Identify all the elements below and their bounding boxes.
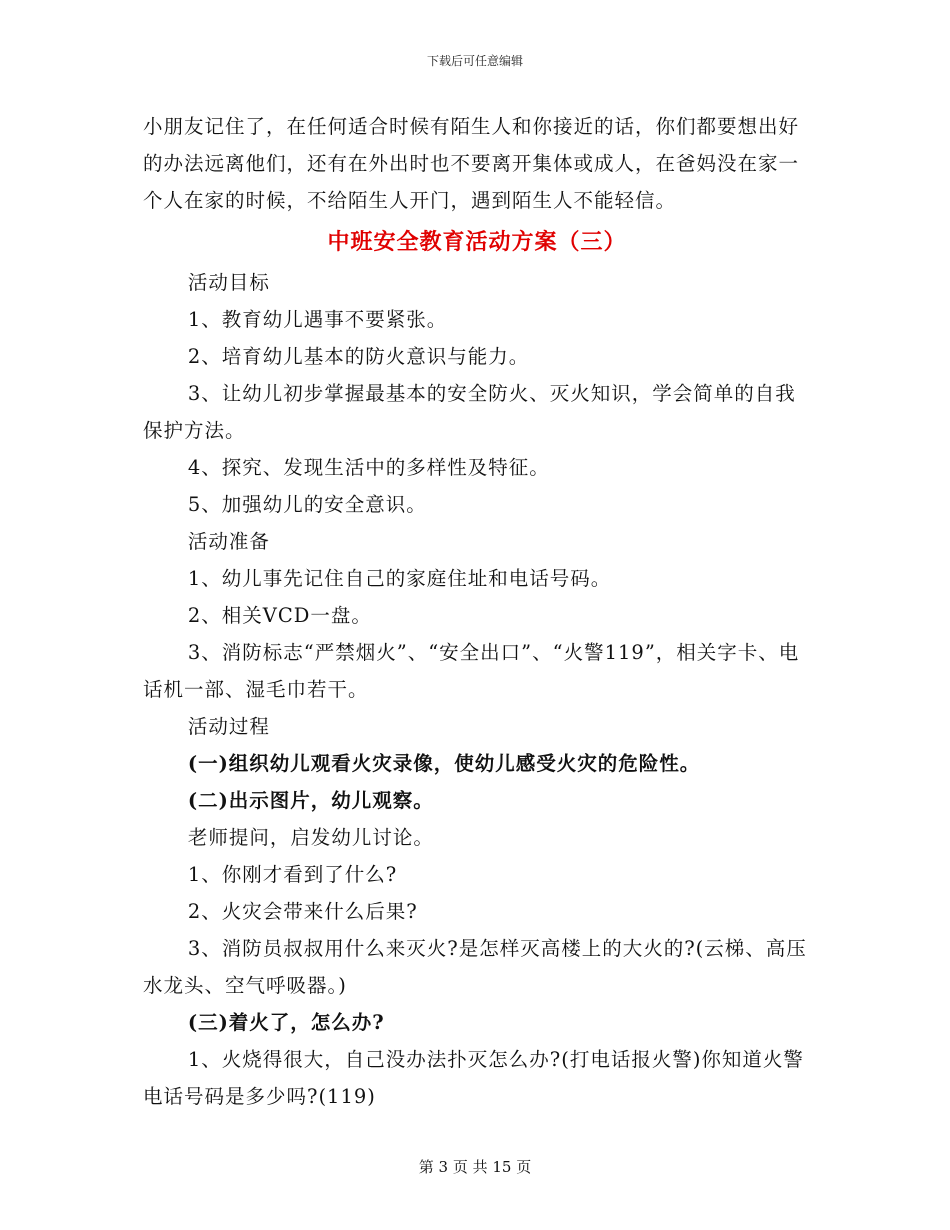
prep-item: 1、幼儿事先记住自己的家庭住址和电话号码。	[187, 567, 612, 590]
section-title: 中班安全教育活动方案（三）	[327, 229, 627, 255]
prep-item: 2、相关VCD一盘。	[187, 604, 372, 627]
prep-heading: 活动准备	[187, 530, 270, 553]
process-step-1: (一)组织幼儿观看火灾录像，使幼儿感受火灾的危险性。	[187, 752, 701, 775]
page-number: 第 3 页 共 15 页	[418, 1158, 532, 1176]
question-item: 1、你刚才看到了什么?	[187, 863, 398, 886]
process-step-2: (二)出示图片，幼儿观察。	[187, 789, 434, 812]
question-item: 3、消防员叔叔用什么来灭火?是怎样灭高楼上的大火的?(云梯、高压水龙头、空气呼吸器。)	[143, 937, 807, 997]
goal-item: 4、探究、发现生活中的多样性及特征。	[187, 456, 550, 479]
prep-item: 3、消防标志“严禁烟火”、“安全出口”、“火警119”，相关字卡、电话机一部、湿毛巾若干。	[143, 641, 800, 701]
goal-item: 2、培育幼儿基本的防火意识与能力。	[187, 345, 530, 368]
goal-item: 5、加强幼儿的安全意识。	[187, 493, 427, 516]
process-step-3: (三)着火了，怎么办?	[187, 1011, 385, 1034]
goal-item: 3、让幼儿初步掌握最基本的安全防火、灭火知识，学会简单的自我保护方法。	[143, 382, 796, 442]
process-step-2-intro: 老师提问，启发幼儿讨论。	[187, 826, 434, 849]
question-item: 2、火灾会带来什么后果?	[187, 900, 418, 923]
document-body	[143, 108, 811, 1115]
process-heading: 活动过程	[187, 715, 270, 738]
header-note: 下载后可任意编辑	[426, 54, 523, 68]
goal-item: 1、教育幼儿遇事不要紧张。	[187, 308, 448, 331]
goals-heading: 活动目标	[187, 271, 270, 294]
step3-item: 1、火烧得很大，自己没办法扑灭怎么办?(打电话报火警)你知道火警电话号码是多少吗?(119)	[143, 1048, 804, 1108]
intro-paragraph: 小朋友记住了，在任何适合时候有陌生人和你接近的话，你们都要想出好的办法远离他们，还有在外出时也不要离开集体或成人，在爸妈没在家一个人在家的时候，不给陌生人开门，遇到陌生人不能轻信。	[143, 115, 800, 212]
